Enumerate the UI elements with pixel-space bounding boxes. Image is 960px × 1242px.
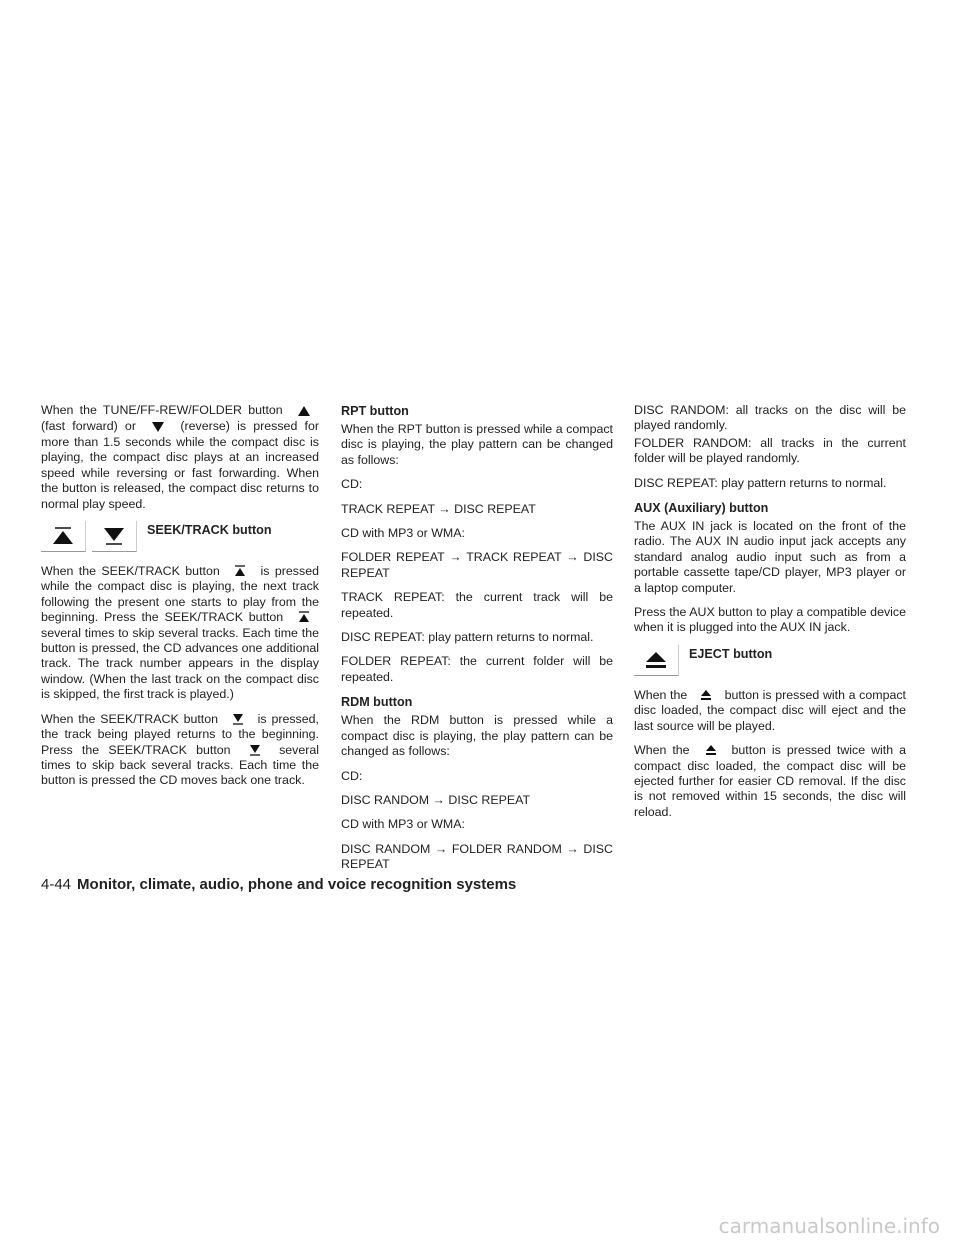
page-number: 4-44 [41,876,72,893]
paragraph: TRACK REPEAT: the current track will be repeated. [341,590,613,620]
paragraph: DISC RANDOM: all tracks on the disc will be played randomly. [634,403,906,433]
paragraph: CD: [341,768,363,783]
paragraph: DISC RANDOM → DISC REPEAT [341,792,531,807]
paragraph-eject-once: When the button is pressed with a compact disc loaded, the compact disc will eject and the last source will be played. [634,687,907,733]
paragraph: DISC RANDOM → FOLDER RANDOM → DISC REPEAT [341,841,613,872]
paragraph: When the RDM button is pressed while a compact disc is playing, the play pattern can be changed as follows: [341,713,613,759]
paragraph: CD: [341,477,363,492]
seek-up-button-graphic [41,521,86,552]
watermark: carmanualsonline.info [718,1214,940,1238]
section-heading: RPT button [341,404,409,418]
column-left [41,403,319,798]
paragraph-eject-twice: When the button is pressed twice with a compact disc loaded, the compact disc will be ejected further for easier CD removal. If the disc is not removed within 15 seconds, the disc will reload. [634,743,906,819]
paragraph-tune-ff-rew: When the TUNE/FF-REW/FOLDER button (fast forward) or (reverse) is pressed for more than 1.5 seconds while the compact disc is playing, the compact disc plays at an increased speed while reversing or fast forwarding. When the button is released, the compact disc returns to normal play speed. [41,403,319,511]
paragraph-seek-back: When the SEEK/TRACK button is pressed, the track being played returns to the beginning. Press the SEEK/TRACK button several times to skip back several tracks. Each time the button is pressed the CD moves back one track. [41,711,320,788]
paragraph: DISC REPEAT: play pattern returns to normal. [634,475,887,490]
eject-icon [691,689,721,703]
eject-icon [696,744,726,758]
paragraph-seek-forward: When the SEEK/TRACK button is pressed while the compact disc is playing, the next track following the present one starts to play from the beginning. Press the SEEK/TRACK button several times to skip several tracks. Each time the button is pressed, the CD advances one additional track. The track number appears in the display window. (When the last track on the compact disc is skipped, the first track is played.) [41,564,319,702]
paragraph: Press the AUX button to play a compatible device when it is plugged into the AUX IN jack. [634,605,906,635]
eject-heading [634,645,906,676]
paragraph: The AUX IN jack is located on the front of the radio. The AUX IN audio input jack accepts any standard analog audio input such as from a portable cassette tape/CD player, MP3 player or a laptop computer. [634,519,906,595]
column-middle [341,403,613,875]
section-heading: EJECT button [689,646,773,661]
paragraph: FOLDER REPEAT: the current folder will be repeated. [341,654,613,684]
seek-up-icon [52,527,74,545]
seek-up-icon [289,611,319,625]
paragraph: TRACK REPEAT → DISC REPEAT [341,501,536,516]
paragraph: FOLDER RANDOM: all tracks in the current folder will be played randomly. [634,435,906,466]
seek-up-icon [225,565,255,579]
seek-track-heading [41,521,319,552]
column-right [634,403,906,829]
page-footer [41,876,516,893]
seek-down-icon [240,744,270,758]
section-heading: RDM button [341,695,413,710]
chapter-title: Monitor, climate, audio, phone and voice recognition systems [77,876,517,893]
paragraph: DISC REPEAT: play pattern returns to normal. [341,630,594,645]
paragraph: CD with MP3 or WMA: [341,817,465,832]
paragraph: When the RPT button is pressed while a compact disc is playing, the play pattern can be changed as follows: [341,422,613,467]
paragraph: FOLDER REPEAT → TRACK REPEAT → DISC REPEAT [341,550,613,580]
seek-down-button-graphic [92,521,137,552]
eject-icon [645,651,667,669]
seek-down-icon [103,527,125,545]
triangle-up-icon [289,405,319,419]
eject-button-graphic [634,645,679,676]
paragraph: CD with MP3 or WMA: [341,526,465,541]
section-heading: SEEK/TRACK button [147,523,272,538]
triangle-down-icon [143,421,173,435]
section-heading: AUX (Auxiliary) button [634,501,769,516]
seek-down-icon [223,713,253,727]
